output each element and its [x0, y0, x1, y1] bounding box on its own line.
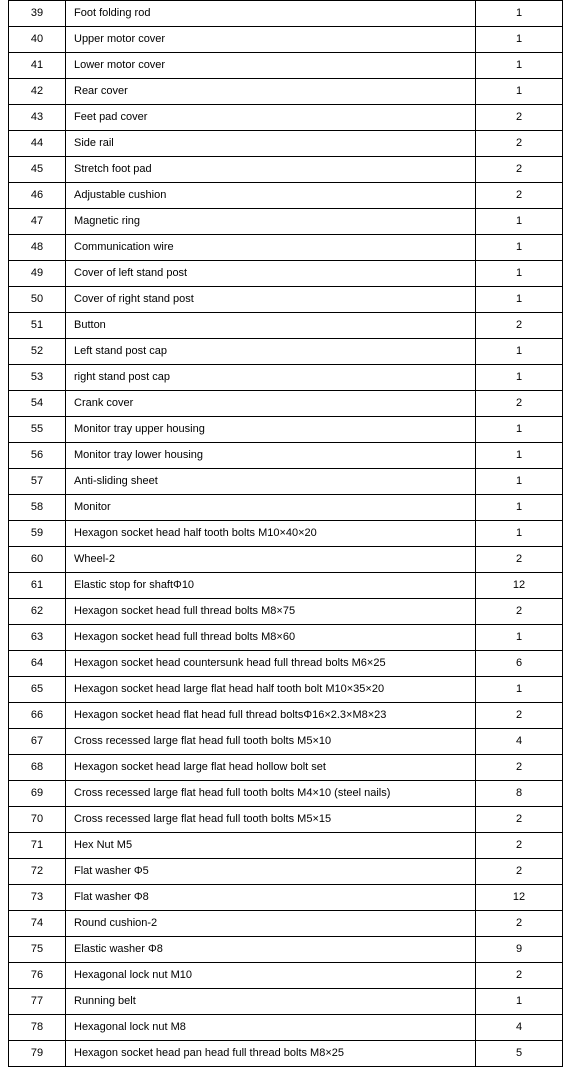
quantity-cell: 2 — [476, 599, 563, 625]
part-name-cell: Hexagon socket head countersunk head full thread bolts M6×25 — [66, 651, 476, 677]
part-number-cell: 52 — [9, 339, 66, 365]
parts-list-body — [9, 1, 563, 1067]
part-name-cell: Running belt — [66, 989, 476, 1015]
part-name-cell: Flat washer Φ8 — [66, 885, 476, 911]
part-name-cell: Monitor tray upper housing — [66, 417, 476, 443]
table-row — [9, 365, 563, 391]
part-number-cell: 75 — [9, 937, 66, 963]
part-number-cell: 44 — [9, 131, 66, 157]
part-number-cell: 64 — [9, 651, 66, 677]
part-name-cell: Wheel-2 — [66, 547, 476, 573]
quantity-cell: 2 — [476, 859, 563, 885]
quantity-cell: 1 — [476, 53, 563, 79]
quantity-cell: 12 — [476, 885, 563, 911]
part-name-cell: Hexagon socket head full thread bolts M8×75 — [66, 599, 476, 625]
part-name-cell: Anti-sliding sheet — [66, 469, 476, 495]
part-number-cell: 71 — [9, 833, 66, 859]
quantity-cell: 9 — [476, 937, 563, 963]
part-name-cell: Hexagon socket head large flat head half tooth bolt M10×35×20 — [66, 677, 476, 703]
part-name-cell: Round cushion-2 — [66, 911, 476, 937]
table-row — [9, 963, 563, 989]
quantity-cell: 2 — [476, 547, 563, 573]
quantity-cell: 2 — [476, 105, 563, 131]
quantity-cell: 2 — [476, 183, 563, 209]
table-row — [9, 703, 563, 729]
part-name-cell: Cross recessed large flat head full tooth bolts M5×15 — [66, 807, 476, 833]
part-name-cell: Hexagonal lock nut M8 — [66, 1015, 476, 1041]
quantity-cell: 1 — [476, 261, 563, 287]
part-number-cell: 70 — [9, 807, 66, 833]
part-number-cell: 47 — [9, 209, 66, 235]
part-name-cell: Adjustable cushion — [66, 183, 476, 209]
part-name-cell: Hexagonal lock nut M10 — [66, 963, 476, 989]
part-number-cell: 45 — [9, 157, 66, 183]
part-number-cell: 46 — [9, 183, 66, 209]
part-number-cell: 66 — [9, 703, 66, 729]
quantity-cell: 1 — [476, 521, 563, 547]
part-name-cell: Feet pad cover — [66, 105, 476, 131]
part-number-cell: 58 — [9, 495, 66, 521]
table-row — [9, 859, 563, 885]
part-name-cell: Flat washer Φ5 — [66, 859, 476, 885]
part-number-cell: 62 — [9, 599, 66, 625]
part-number-cell: 60 — [9, 547, 66, 573]
table-row — [9, 989, 563, 1015]
part-number-cell: 57 — [9, 469, 66, 495]
quantity-cell: 1 — [476, 365, 563, 391]
part-number-cell: 55 — [9, 417, 66, 443]
part-name-cell: Lower motor cover — [66, 53, 476, 79]
quantity-cell: 2 — [476, 157, 563, 183]
quantity-cell: 1 — [476, 209, 563, 235]
table-row — [9, 209, 563, 235]
quantity-cell: 2 — [476, 391, 563, 417]
part-name-cell: Communication wire — [66, 235, 476, 261]
table-row — [9, 547, 563, 573]
part-name-cell: right stand post cap — [66, 365, 476, 391]
table-row — [9, 183, 563, 209]
part-number-cell: 42 — [9, 79, 66, 105]
part-name-cell: Hexagon socket head full thread bolts M8×60 — [66, 625, 476, 651]
part-number-cell: 67 — [9, 729, 66, 755]
quantity-cell: 4 — [476, 729, 563, 755]
part-number-cell: 61 — [9, 573, 66, 599]
part-number-cell: 59 — [9, 521, 66, 547]
table-row — [9, 599, 563, 625]
table-row — [9, 417, 563, 443]
quantity-cell: 6 — [476, 651, 563, 677]
quantity-cell: 12 — [476, 573, 563, 599]
table-row — [9, 755, 563, 781]
quantity-cell: 8 — [476, 781, 563, 807]
table-row — [9, 339, 563, 365]
part-name-cell: Cross recessed large flat head full tooth bolts M5×10 — [66, 729, 476, 755]
part-name-cell: Hexagon socket head pan head full thread bolts M8×25 — [66, 1041, 476, 1067]
part-number-cell: 69 — [9, 781, 66, 807]
part-name-cell: Foot folding rod — [66, 1, 476, 27]
table-row — [9, 625, 563, 651]
table-row — [9, 495, 563, 521]
table-row — [9, 1, 563, 27]
table-row — [9, 937, 563, 963]
table-row — [9, 729, 563, 755]
quantity-cell: 4 — [476, 1015, 563, 1041]
quantity-cell: 1 — [476, 417, 563, 443]
quantity-cell: 1 — [476, 287, 563, 313]
table-row — [9, 1041, 563, 1067]
part-number-cell: 50 — [9, 287, 66, 313]
part-number-cell: 39 — [9, 1, 66, 27]
table-row — [9, 79, 563, 105]
table-row — [9, 885, 563, 911]
part-number-cell: 43 — [9, 105, 66, 131]
part-name-cell: Cover of right stand post — [66, 287, 476, 313]
table-row — [9, 157, 563, 183]
table-row — [9, 781, 563, 807]
part-number-cell: 54 — [9, 391, 66, 417]
quantity-cell: 2 — [476, 911, 563, 937]
part-name-cell: Hexagon socket head half tooth bolts M10×40×20 — [66, 521, 476, 547]
table-row — [9, 27, 563, 53]
part-name-cell: Cover of left stand post — [66, 261, 476, 287]
table-row — [9, 911, 563, 937]
table-row — [9, 677, 563, 703]
quantity-cell: 5 — [476, 1041, 563, 1067]
table-row — [9, 105, 563, 131]
table-row — [9, 833, 563, 859]
part-name-cell: Rear cover — [66, 79, 476, 105]
quantity-cell: 1 — [476, 339, 563, 365]
part-name-cell: Hex Nut M5 — [66, 833, 476, 859]
table-row — [9, 53, 563, 79]
quantity-cell: 2 — [476, 131, 563, 157]
part-number-cell: 79 — [9, 1041, 66, 1067]
table-row — [9, 807, 563, 833]
part-number-cell: 49 — [9, 261, 66, 287]
table-row — [9, 573, 563, 599]
part-name-cell: Elastic stop for shaftΦ10 — [66, 573, 476, 599]
quantity-cell: 1 — [476, 79, 563, 105]
part-name-cell: Hexagon socket head flat head full thread boltsΦ16×2.3×M8×23 — [66, 703, 476, 729]
part-number-cell: 73 — [9, 885, 66, 911]
quantity-cell: 1 — [476, 625, 563, 651]
part-number-cell: 56 — [9, 443, 66, 469]
table-row — [9, 287, 563, 313]
quantity-cell: 1 — [476, 1, 563, 27]
table-row — [9, 131, 563, 157]
part-name-cell: Side rail — [66, 131, 476, 157]
part-number-cell: 74 — [9, 911, 66, 937]
table-row — [9, 313, 563, 339]
part-name-cell: Stretch foot pad — [66, 157, 476, 183]
quantity-cell: 1 — [476, 469, 563, 495]
quantity-cell: 2 — [476, 963, 563, 989]
part-name-cell: Monitor tray lower housing — [66, 443, 476, 469]
quantity-cell: 1 — [476, 495, 563, 521]
quantity-cell: 1 — [476, 27, 563, 53]
part-number-cell: 53 — [9, 365, 66, 391]
part-number-cell: 48 — [9, 235, 66, 261]
part-name-cell: Crank cover — [66, 391, 476, 417]
table-row — [9, 651, 563, 677]
part-name-cell: Magnetic ring — [66, 209, 476, 235]
table-row — [9, 443, 563, 469]
table-row — [9, 235, 563, 261]
quantity-cell: 1 — [476, 989, 563, 1015]
part-name-cell: Upper motor cover — [66, 27, 476, 53]
part-name-cell: Hexagon socket head large flat head hollow bolt set — [66, 755, 476, 781]
part-name-cell: Cross recessed large flat head full tooth bolts M4×10 (steel nails) — [66, 781, 476, 807]
part-number-cell: 40 — [9, 27, 66, 53]
quantity-cell: 2 — [476, 755, 563, 781]
table-row — [9, 391, 563, 417]
quantity-cell: 2 — [476, 703, 563, 729]
part-number-cell: 68 — [9, 755, 66, 781]
part-number-cell: 63 — [9, 625, 66, 651]
table-row — [9, 469, 563, 495]
part-number-cell: 72 — [9, 859, 66, 885]
part-name-cell: Button — [66, 313, 476, 339]
quantity-cell: 1 — [476, 443, 563, 469]
part-name-cell: Elastic washer Φ8 — [66, 937, 476, 963]
part-number-cell: 65 — [9, 677, 66, 703]
parts-list-table — [8, 0, 563, 1067]
part-number-cell: 41 — [9, 53, 66, 79]
table-row — [9, 261, 563, 287]
part-number-cell: 77 — [9, 989, 66, 1015]
part-number-cell: 76 — [9, 963, 66, 989]
quantity-cell: 2 — [476, 313, 563, 339]
quantity-cell: 1 — [476, 677, 563, 703]
quantity-cell: 1 — [476, 235, 563, 261]
part-name-cell: Monitor — [66, 495, 476, 521]
quantity-cell: 2 — [476, 833, 563, 859]
part-number-cell: 51 — [9, 313, 66, 339]
quantity-cell: 2 — [476, 807, 563, 833]
table-row — [9, 521, 563, 547]
part-number-cell: 78 — [9, 1015, 66, 1041]
part-name-cell: Left stand post cap — [66, 339, 476, 365]
